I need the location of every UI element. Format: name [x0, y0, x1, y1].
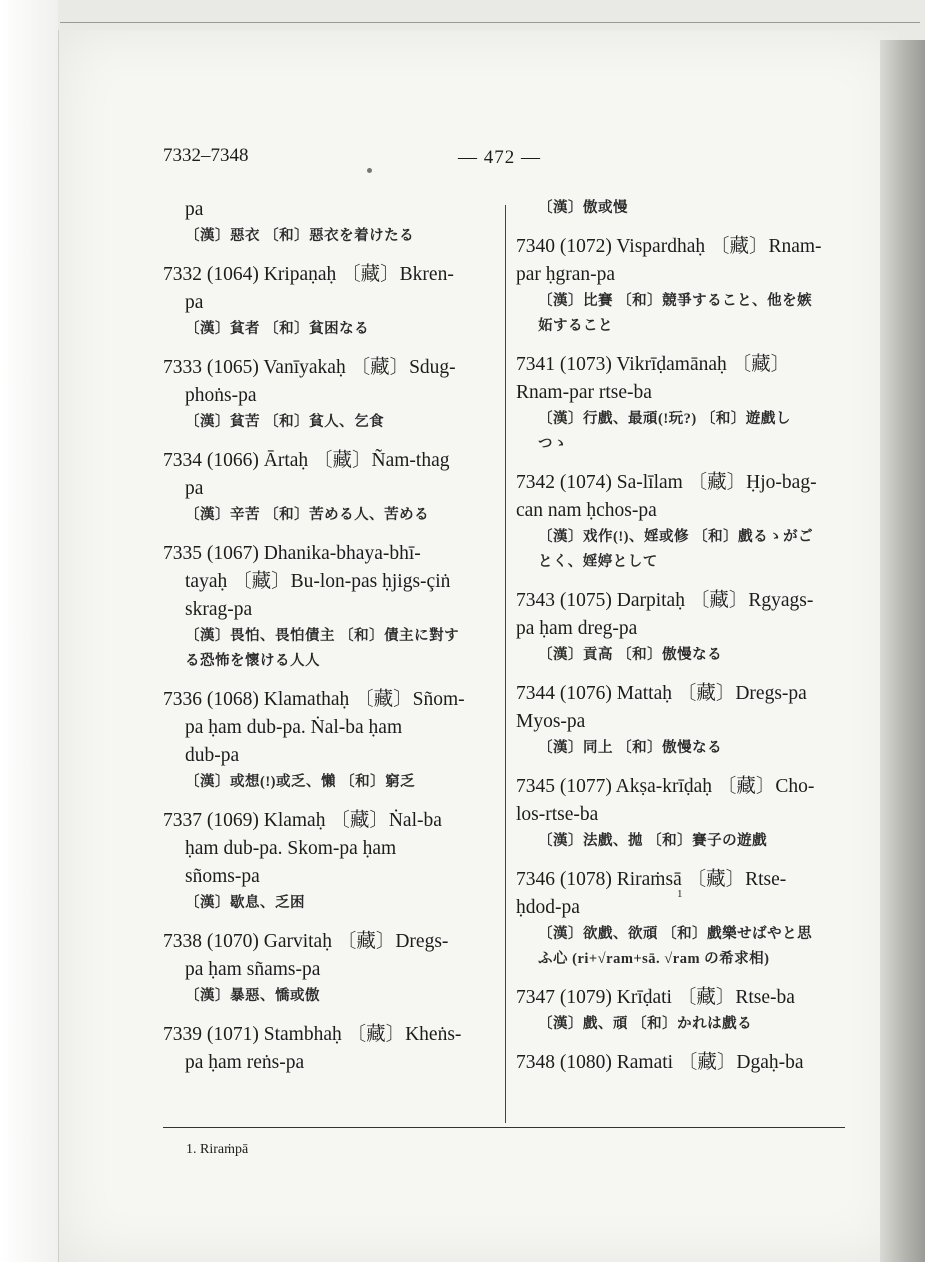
entry-headword-line: ḥam dub-pa. Skom-pa ḥam — [185, 838, 397, 859]
scan-left-margin — [0, 0, 58, 1262]
entry-gloss-line: る恐怖を懷ける人人 — [185, 653, 320, 669]
entry-headword-line: 7340 (1072) Vispardhaḥ 〔藏〕Rnam- — [516, 236, 822, 257]
entry-headword-line: dub-pa — [185, 745, 240, 766]
column-divider — [505, 205, 506, 1123]
dictionary-entry — [163, 261, 503, 342]
entry-gloss-line: とく、婬婷として — [538, 554, 658, 570]
entry-headword-line: Myos-pa — [516, 711, 586, 732]
entry-headword-line: Rnam-par rtse-ba — [516, 382, 652, 403]
dictionary-entry — [163, 196, 503, 249]
entry-gloss-line: 〔漢〕惡衣 〔和〕惡衣を着けたる — [185, 228, 415, 244]
entry-headword-line: sñoms-pa — [185, 866, 260, 887]
entry-headword-line: pa ḥam reṅs-pa — [185, 1052, 305, 1073]
entry-gloss-line: 〔漢〕貢高 〔和〕傲慢なる — [538, 647, 723, 663]
entry-headword-line: 7337 (1069) Klamaḥ 〔藏〕Ṅal-ba — [163, 810, 442, 831]
entry-headword-line: 7332 (1064) Kripaṇaḥ 〔藏〕Bkren- — [163, 264, 454, 285]
entry-headword-line: 7346 (1078) Riraṁsā 〔藏〕Rtse- — [516, 869, 787, 890]
entry-headword-line: 7335 (1067) Dhanika-bhaya-bhī- — [163, 543, 421, 564]
entry-headword-line: 7339 (1071) Stambhaḥ 〔藏〕Kheṅs- — [163, 1024, 462, 1045]
entry-headword-line: pa ḥam sñams-pa — [185, 959, 321, 980]
entry-gloss-line: 〔漢〕同上 〔和〕傲慢なる — [538, 740, 723, 756]
entry-headword-line: 7334 (1066) Ārtaḥ 〔藏〕Ñam-thag — [163, 450, 450, 471]
dictionary-entry — [516, 866, 856, 972]
entry-headword-line: pa — [185, 292, 204, 313]
left-column — [163, 196, 503, 1089]
dictionary-entry — [516, 1049, 856, 1077]
dictionary-entry — [516, 233, 856, 339]
entry-headword-line: pa ḥam dreg-pa — [516, 618, 638, 639]
dictionary-entry — [516, 680, 856, 761]
entry-gloss-line: 〔漢〕比賽 〔和〕競爭すること、他を嫉 — [538, 293, 813, 309]
entry-headword-line: 7338 (1070) Garvitaḥ 〔藏〕Dregs- — [163, 931, 449, 952]
dictionary-entry — [163, 1021, 503, 1077]
entry-gloss-line: 〔漢〕畏怕、畏怕債主 〔和〕債主に對す — [185, 628, 460, 644]
entry-gloss-line: つゝ — [538, 436, 568, 452]
entry-headword-line: ḥdod-pa — [516, 897, 580, 918]
entry-gloss-line: 〔漢〕辛苦 〔和〕苦める人、苦める — [185, 507, 430, 523]
dictionary-entry — [516, 196, 856, 221]
entry-gloss-line: 〔漢〕貧苦 〔和〕貧人、乞食 — [185, 414, 385, 430]
dictionary-entry — [163, 686, 503, 795]
entry-headword-line: 7333 (1065) Vanīyakaḥ 〔藏〕Sdug- — [163, 357, 456, 378]
entry-headword-line: pa — [185, 478, 204, 499]
dictionary-entry — [516, 587, 856, 668]
entry-gloss-line: 〔漢〕或想(!)或乏、懶 〔和〕窮乏 — [185, 774, 416, 790]
dictionary-entry — [516, 351, 856, 457]
entry-headword-line: 7336 (1068) Klamathaḥ 〔藏〕Sñom- — [163, 689, 465, 710]
dictionary-entry — [163, 540, 503, 674]
entry-gloss-line: 妬すること — [538, 318, 613, 334]
entry-headword-line: pa ḥam dub-pa. Ṅal-ba ḥam — [185, 717, 403, 738]
entry-gloss-line: ふ心 (ri+√ram+sā. √ram の希求相) — [538, 951, 770, 967]
footnote-rule — [163, 1127, 845, 1128]
entry-headword-line: 7343 (1075) Darpitaḥ 〔藏〕Rgyags- — [516, 590, 814, 611]
footnote-marker: 1 — [677, 888, 683, 900]
page-range: 7332–7348 — [163, 145, 249, 166]
entry-headword-line: 7341 (1073) Vikrīḍamānaḥ 〔藏〕 — [516, 354, 791, 375]
entry-gloss-line: 〔漢〕戲、頑 〔和〕かれは戲る — [538, 1016, 753, 1032]
entry-headword-line: can nam ḥchos-pa — [516, 500, 657, 521]
dictionary-entry — [516, 469, 856, 575]
entry-gloss-line: 〔漢〕歇息、乏困 — [185, 895, 305, 911]
entry-gloss-line: 〔漢〕貧者 〔和〕貧困なる — [185, 321, 370, 337]
entry-headword-line: 7347 (1079) Krīḍati 〔藏〕Rtse-ba — [516, 987, 795, 1008]
entry-headword-line: los-rtse-ba — [516, 804, 599, 825]
entry-headword-line: par ḥgran-pa — [516, 264, 616, 285]
entry-headword-line: 7348 (1080) Ramati 〔藏〕Dgaḥ-ba — [516, 1052, 804, 1073]
entry-headword-line: phoṅs-pa — [185, 385, 257, 406]
dictionary-entry — [516, 773, 856, 854]
entry-headword-line: skrag-pa — [185, 599, 253, 620]
page-number: — 472 — — [458, 147, 541, 168]
entry-headword-line: 7342 (1074) Sa-līlam 〔藏〕Ḥjo-bag- — [516, 472, 817, 493]
entry-headword-line: 7345 (1077) Akṣa-krīḍaḥ 〔藏〕Cho- — [516, 776, 815, 797]
book-spine-shadow — [880, 40, 925, 1262]
entry-headword-line: tayaḥ 〔藏〕Bu-lon-pas ḥjigs-çiṅ — [185, 571, 451, 592]
scan-top-edge — [60, 22, 920, 23]
entry-headword-line: pa — [185, 199, 204, 220]
dictionary-entry — [163, 354, 503, 435]
right-column — [516, 196, 856, 1089]
entry-gloss-line: 〔漢〕戏作(!)、婬或修 〔和〕戲るゝがご — [538, 529, 814, 545]
dictionary-entry — [163, 928, 503, 1009]
dictionary-entry — [163, 447, 503, 528]
entry-gloss-line: 〔漢〕暴惡、憍或傲 — [185, 988, 320, 1004]
entry-gloss-line: 〔漢〕傲或慢 — [538, 200, 628, 216]
entry-gloss-line: 〔漢〕行戲、最頑(!玩?) 〔和〕遊戲し — [538, 411, 791, 427]
entry-gloss-line: 〔漢〕法戲、拋 〔和〕賽子の遊戲 — [538, 833, 768, 849]
ink-speck — [367, 168, 372, 173]
dictionary-entry — [163, 807, 503, 916]
entry-headword-line: 7344 (1076) Mattaḥ 〔藏〕Dregs-pa — [516, 683, 807, 704]
footnote: 1. Riraṁpā — [186, 1142, 249, 1157]
dictionary-entry — [516, 984, 856, 1037]
entry-gloss-line: 〔漢〕欲戲、欲頑 〔和〕戲樂せばやと思 — [538, 926, 813, 942]
